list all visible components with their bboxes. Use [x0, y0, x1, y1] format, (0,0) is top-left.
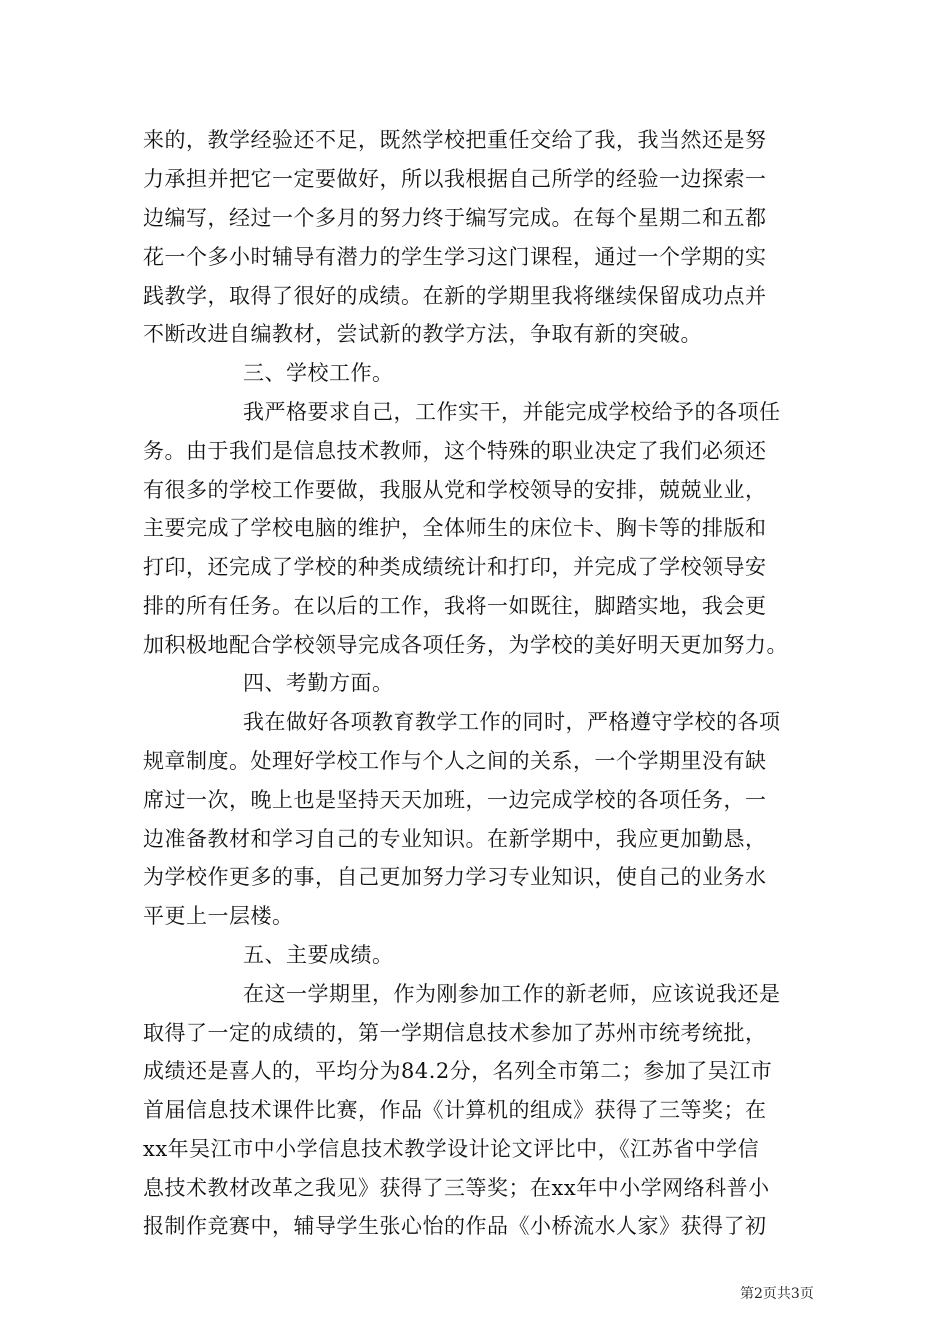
section-heading: 四、考勤方面。: [243, 671, 394, 695]
text-line: 取得了一定的成绩的，第一学期信息技术参加了苏州市统考统批，: [143, 1021, 767, 1045]
text-line: 规章制度。处理好学校工作与个人之间的关系，一个学期里没有缺: [143, 749, 767, 773]
text-line: 不断改进自编教材，尝试新的教学方法，争取有新的突破。: [143, 322, 702, 346]
text-line: 我严格要求自己，工作实干，并能完成学校给予的各项任: [243, 400, 781, 424]
text-line: 为学校作更多的事，自己更加努力学习专业知识，使自己的业务水: [143, 865, 767, 889]
text-line: 我在做好各项教育教学工作的同时，严格遵守学校的各项: [243, 710, 781, 734]
text-line: 主要完成了学校电脑的维护，全体师生的床位卡、胸卡等的排版和: [143, 516, 767, 540]
text-line: 加积极地配合学校领导完成各项任务，为学校的美好明天更加努力。: [143, 633, 788, 657]
text-line: 息技术教材改革之我见》获得了三等奖；在xx年中小学网络科普小: [143, 1176, 770, 1200]
text-line: 首届信息技术课件比赛，作品《计算机的组成》获得了三等奖；在: [143, 1098, 767, 1122]
text-line: 席过一次，晚上也是坚持天天加班，一边完成学校的各项任务，一: [143, 788, 767, 812]
text-line: 边编写，经过一个多月的努力终于编写完成。在每个星期二和五都: [143, 206, 767, 230]
text-line: 打印，还完成了学校的种类成绩统计和打印，并完成了学校领导安: [143, 555, 767, 579]
text-line: 在这一学期里，作为刚参加工作的新老师，应该说我还是: [243, 982, 781, 1006]
text-line: 花一个多小时辅导有潜力的学生学习这门课程，通过一个学期的实: [143, 245, 767, 269]
text-line: xx年吴江市中小学信息技术教学设计论文评比中，《江苏省中学信: [143, 1137, 760, 1161]
text-line: 践教学，取得了很好的成绩。在新的学期里我将继续保留成功点并: [143, 284, 767, 308]
text-line: 成绩还是喜人的，平均分为84.2分，名列全市第二；参加了吴江市: [143, 1059, 773, 1083]
text-line: 报制作竞赛中，辅导学生张心怡的作品《小桥流水人家》获得了初: [143, 1214, 767, 1238]
section-heading: 五、主要成绩。: [243, 943, 394, 967]
text-line: 边准备教材和学习自己的专业知识。在新学期中，我应更加勤恳，: [143, 827, 767, 851]
section-heading: 三、学校工作。: [243, 361, 394, 385]
text-line: 务。由于我们是信息技术教师，这个特殊的职业决定了我们必须还: [143, 439, 767, 463]
page-footer: 第2页共3页: [740, 1286, 814, 1302]
text-line: 排的所有任务。在以后的工作，我将一如既往，脚踏实地，我会更: [143, 594, 767, 618]
text-line: 有很多的学校工作要做，我服从党和学校领导的安排，兢兢业业，: [143, 478, 767, 502]
text-line: 平更上一层楼。: [143, 904, 294, 928]
text-line: 来的，教学经验还不足，既然学校把重任交给了我，我当然还是努: [143, 128, 767, 152]
text-line: 力承担并把它一定要做好，所以我根据自己所学的经验一边探索一: [143, 167, 767, 191]
